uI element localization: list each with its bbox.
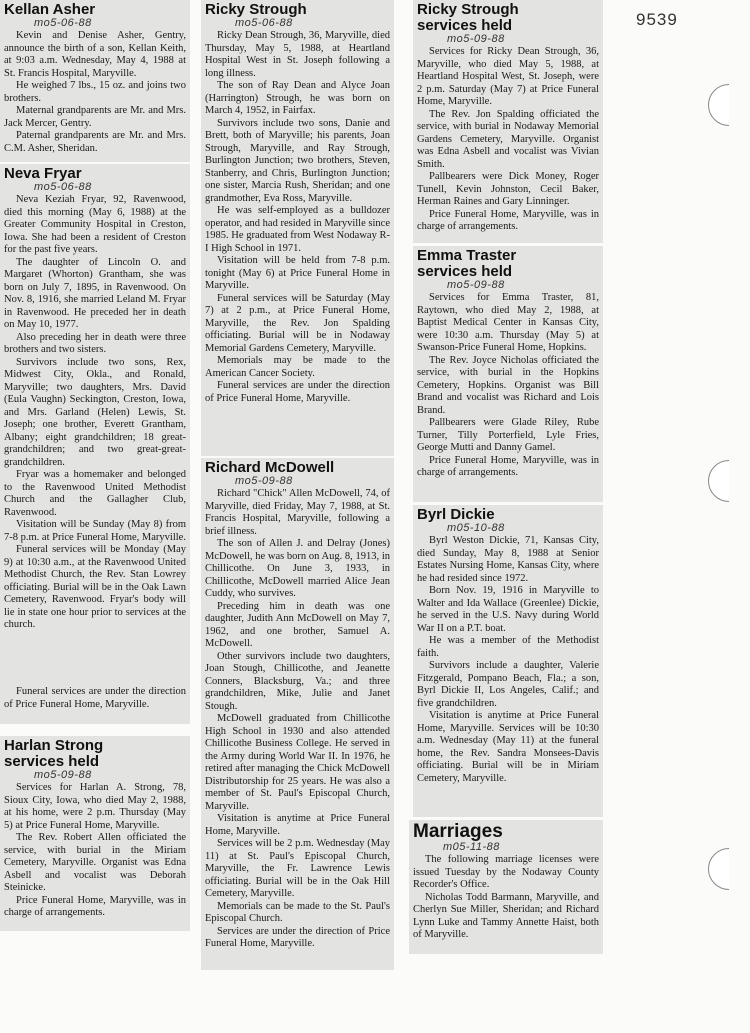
binder-hole [708,84,750,126]
paragraph: Born Nov. 19, 1916 in Maryville to Walter and Ida Wallace (Greenlee) Dickie, he served in the U.S. Navy during World War II on a P.T. boat. [417,585,599,634]
paragraph: Also preceding her in death were three brothers and two sisters. [4,331,186,355]
paragraph: Services for Ricky Dean Strough, 36, Maryville, who died May 5, 1988, at Heartland Hospital West, St. Joseph, were 2 p.m. Saturday (May 7) at Price Funeral Home, Maryville. [417,46,599,107]
clipping-neva-fryar [0,164,190,684]
paragraph: Visitation is anytime at Price Funeral Home, Maryville. Services will be 10:30 a.m. Wednesday (May 11) at the funeral home, the Rev. Sandra Monsees-Davis officiating. Burial will be in Miriam Cemetery, Maryville. [417,710,599,784]
paragraph: Memorials may be made to the American Cancer Society. [205,355,390,379]
paragraph: He was a member of the Methodist faith. [417,635,599,659]
paragraph: Pallbearers were Glade Riley, Rube Turner, Tilly Porterfield, Lyle Fries, George Mutti and Danny Gamel. [417,417,599,453]
headline: services held [417,17,513,34]
clipping-richard-mcdowell [201,458,394,970]
paragraph: Services are under the direction of Price Funeral Home, Maryville. [205,925,390,949]
handwritten-date: mo5-09-88 [447,33,505,45]
headline: Richard McDowell [205,459,335,476]
clipping-emma-traster-services [413,246,603,502]
paragraph: Survivors include two sons, Danie and Brett, both of Maryville; his parents, Joan Strough, Maryville, and Ray Strough, Burlington Junction; two brothers, Steven, Stanberry, and Chris, Burlington Junction; one sister, Marcia Rush, Sheridan; and one grandmother, Eva Ross, Maryville. [205,117,390,204]
headline: Harlan Strong [4,737,104,754]
headline: Ricky Strough [417,1,519,18]
paragraph: Services for Emma Traster, 81, Raytown, who died May 2, 1988, at Baptist Medical Center in Kansas City, were 10:30 a.m. Thursday (May 5) at Swanson-Price Funeral Home, Hopkins. [417,292,599,353]
clipping-byrl-dickie [413,505,603,817]
paragraph: He was self-employed as a bulldozer operator, and had resided in Maryville since 1985. He graduated from West Nodaway R-I High School in 1971. [205,205,390,254]
paragraph: Other survivors include two daughters, Joan Stough, Chillicothe, and Jeanette Conners, Blacksburg, Va.; and three grandchildren, Mike, Julie and Janet Stough. [205,650,390,712]
paragraph: Visitation will be held from 7-8 p.m. tonight (May 6) at Price Funeral Home in Maryville. [205,255,390,291]
paragraph: Byrl Weston Dickie, 71, Kansas City, died Sunday, May 8, 1988 at Senior Estates Nursing Home, Kansas City, where he had resided since 1972. [417,535,599,584]
paragraph: Survivors include two sons, Rex, Midwest City, Okla., and Ronald, Maryville; two daughters, Mrs. David (Eula Vaughn) Seckington, Creston, Iowa, and Mrs. Garland (Helen) Lewis, St. Joseph; one brother, Everett Grantham, Albany; eight grandchildren; 18 great-grandchildren; and two great-great-grandchildren. [4,356,186,468]
handwritten-date: mo5-09-88 [34,769,92,781]
clipping-marriages [409,820,603,954]
paragraph: The Rev. Jon Spalding officiated the service, with burial in Nodaway Memorial Gardens Cemetery, Maryville. Organist was Edna Asbell and vocalist was Vivian Smith. [417,108,599,170]
handwritten-date: mo5-09-88 [235,475,293,487]
headline: Emma Traster [417,247,517,264]
paragraph: Price Funeral Home, Maryville, was in charge of arrangements. [417,208,599,232]
paragraph: Maternal grandparents are Mr. and Mrs. Jack Mercer, Gentry. [4,105,186,129]
handwritten-date: m05-10-88 [447,522,505,534]
binder-hole [708,848,750,890]
paragraph: McDowell graduated from Chillicothe High School in 1930 and also attended Chillicothe Business College. He served in the Army during World War II. In 1976, he retired after managing the Chick McDowell Distributorship for 25 years. He was also a member of St. Paul's Episcopal Church, Maryville. [205,713,390,812]
paragraph: Memorials can be made to the St. Paul's Episcopal Church. [205,900,390,924]
headline: Neva Fryar [4,165,82,182]
paragraph: Fryar was a homemaker and belonged to the Ravenwood United Methodist Church and the Gallagher Club, Ravenwood. [4,469,186,518]
paragraph: The son of Ray Dean and Alyce Joan (Harrington) Strough, he was born on March 4, 1952, in Fairfax. [205,80,390,116]
clipping-kellan-asher [0,0,190,162]
paragraph: Visitation will be Sunday (May 8) from 7-8 p.m. at Price Funeral Home, Maryville. [4,519,186,543]
paragraph: Visitation is anytime at Price Funeral Home, Maryville. [205,813,390,837]
paragraph: Ricky Dean Strough, 36, Maryville, died Thursday, May 5, 1988, at Heartland Hospital West in St. Joseph following a long illness. [205,30,390,79]
clipping-ricky-strough [201,0,394,456]
paragraph: Paternal grandparents are Mr. and Mrs. C.M. Asher, Sheridan. [4,130,186,154]
handwritten-date: mo5-06-88 [34,181,92,193]
paragraph: The following marriage licenses were issued Tuesday by the Nodaway County Recorder's Office. [413,854,599,890]
handwritten-date: m05-11-88 [443,841,500,853]
paragraph: The daughter of Lincoln O. and Margaret (Whorton) Grantham, she was born on July 7, 1895, in Ravenwood. On Nov. 8, 1916, she married Leland M. Fryar in Ravenwood. He preceded her in death on May 10, 1977. [4,256,186,330]
page-number: 9539 [636,10,678,29]
paragraph: Funeral services will be Saturday (May 7) at 2 p.m., at Price Funeral Home, Maryville, the Rev. Jon Spalding officiating. Burial will be in Nodaway Memorial Gardens Cemetery, Maryville. [205,292,390,354]
headline: services held [4,753,100,770]
paragraph: The son of Allen J. and Delray (Jones) McDowell, he was born on Aug. 8, 1913, in Chillicothe. On June 3, 1933, in Chillicothe, McDowell married Alice Jean Cuddy, who survives. [205,538,390,599]
handwritten-date: mo5-06-88 [235,17,293,29]
paragraph: Price Funeral Home, Maryville, was in charge of arrangements. [417,454,599,478]
paragraph: The Rev. Robert Allen officiated the service, with burial in the Miriam Cemetery, Maryville. Organist was Edna Asbell and vocalist was Deborah Steinicke. [4,832,186,893]
clipping-neva-fryar-continued [0,684,190,724]
handwritten-date: mo5-09-88 [447,279,505,291]
paragraph: Services for Harlan A. Strong, 78, Sioux City, Iowa, who died May 2, 1988, at his home, were 2 p.m. Thursday (May 5) at Price Funeral Home, Maryville. [4,782,186,831]
paragraph: Pallbearers were Dick Money, Roger Tunell, Kevin Johnston, Cecil Baker, Herman Raines and Gary Linninger. [417,171,599,207]
paragraph: The Rev. Joyce Nicholas officiated the service, with burial in the Hopkins Cemetery, Hopkins. Organist was Bill Brand and vocalist was Richard and Lois Brand. [417,354,599,416]
headline: Ricky Strough [205,1,307,18]
handwritten-date: mo5-06-88 [34,17,92,29]
paragraph: Kevin and Denise Asher, Gentry, announce the birth of a son, Kellan Keith, at 9:03 a.m. Wednesday, May 4, 1988 at St. Francis Hospital, Maryville. [4,30,186,79]
headline: Byrl Dickie [417,506,495,523]
paragraph: Funeral services will be Monday (May 9) at 10:30 a.m., at the Ravenwood United Methodist Church, the Rev. Stan Lowrey officiating. Burial will be in the Oak Lawn Cemetery, Ravenwood. Fryar's body will lie in state one hour prior to services at the church. [4,544,186,630]
paragraph: Richard "Chick" Allen McDowell, 74, of Maryville, died Friday, May 7, 1988, at St. Francis Hospital, Maryville, following a brief illness. [205,488,390,537]
paragraph: Nicholas Todd Barmann, Maryville, and Cherlyn Sue Miller, Sheridan; and Richard Lynn Luke and Tammy Annette Haist, both of Maryville. [413,891,599,940]
headline: services held [417,263,513,280]
paragraph: Funeral services are under the direction of Price Funeral Home, Maryville. [205,380,390,404]
paragraph: Funeral services are under the direction of Price Funeral Home, Maryville. [4,686,186,710]
headline: Kellan Asher [4,1,96,18]
clipping-ricky-strough-services [413,0,603,243]
paragraph: Price Funeral Home, Maryville, was in charge of arrangements. [4,894,186,918]
paragraph: Services will be 2 p.m. Wednesday (May 11) at St. Paul's Episcopal Church, Maryville, the Fr. Lawrence Lewis officiating. Burial will be in the Oak Hill Cemetery, Maryville. [205,838,390,899]
paragraph: Neva Keziah Fryar, 92, Ravenwood, died this morning (May 6, 1988) at the Greater Community Hospital in Creston, Iowa. She had been a resident of Creston for the past five years. [4,194,186,255]
paragraph: Preceding him in death was one daughter, Judith Ann McDowell on May 7, 1962, and one brother, Samuel A. McDowell. [205,600,390,649]
headline: Marriages [413,821,503,842]
paragraph: He weighed 7 lbs., 15 oz. and joins two brothers. [4,80,186,104]
clipping-harlan-strong [0,736,190,931]
binder-hole [708,460,750,502]
paragraph: Survivors include a daughter, Valerie Fitzgerald, Pompano Beach, Fla.; a son, Byrl Dickie II, Los Angeles, Calif.; and five grandchildren. [417,660,599,709]
